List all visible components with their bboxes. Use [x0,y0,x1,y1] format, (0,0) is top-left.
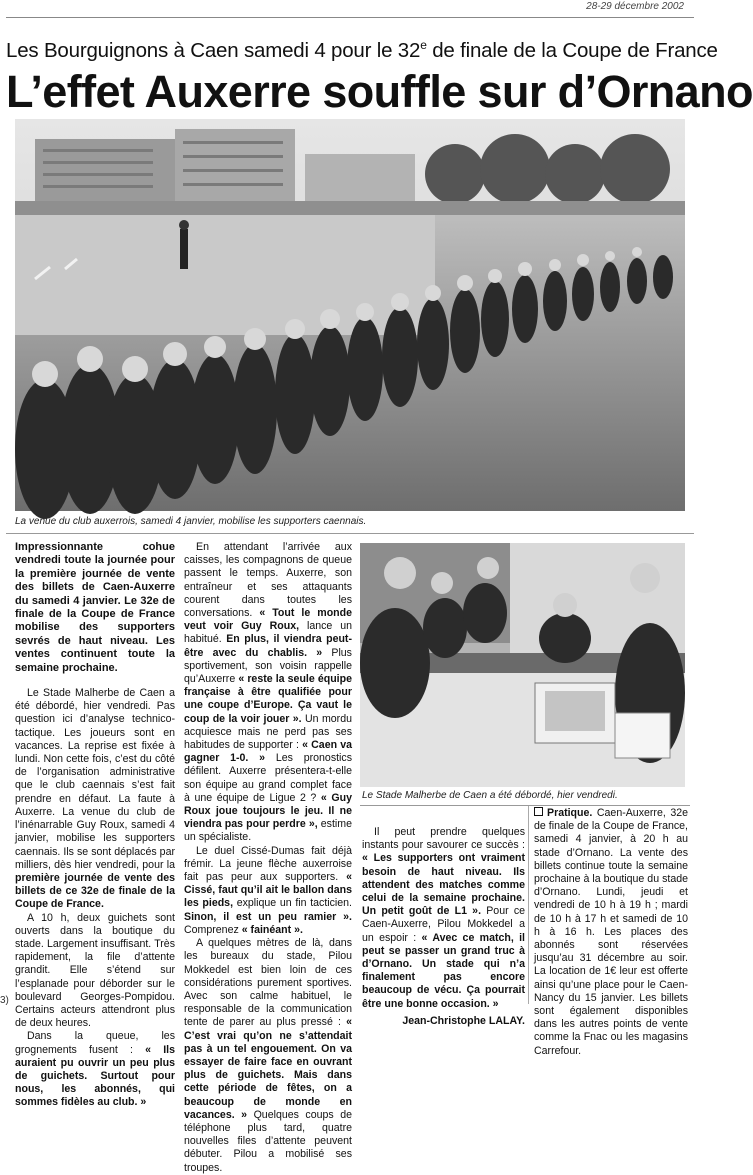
paragraph-6: A quelques mètres de là, dans les bureaux du stade, Pilou Mokkedel est bien loin de ces considérations purement sportives. Avec son calme habituel, le responsable de la communication tente de parer au plus pressé : « C’est vrai qu’on ne s’attendait pas à un tel engouement. On va essayer de faire face en ouvrant plus de guichets. Mais dans cette période de fêtes, on a beaucoup de monde en vacances. » Quelques coups de téléphone plus tard, quatre nouvelles files d’attente peuvent débuter. Pilou a mobilisé ses troupes. [184,937,352,1174]
paragraph-5: Le duel Cissé-Dumas fait déjà frémir. La jeune flèche auxerroise fait pas peur aux supporters. « Cissé, faut qu’il ait le ballon dans les pieds, explique un fin tacticien. Sinon, il est un peu ramier ». Comprenez « fainéant ». [184,844,352,936]
practical-paragraph: Pratique. Caen-Auxerre, 32e de finale de la Coupe de France, samedi 4 janvier, à 20 h au stade d’Ornano. La vente des billets continue toute la semaine prochaine à la boutique du stade d’Ornano. Lundi, jeudi et vendredi de 10 h à 19 h ; mardi de 10 h à 17 h et samedi de 10 h à 16 h. Les places des abonnés sont réservées jusqu’au 31 décembre au soir. La location de 1€ leur est offerte ainsi qu’une place pour le Caen-Nancy du 15 janvier. Les billets sont également disponibles dans les autres points de vente comme la Fnac ou les magasins Carrefour. [534,807,688,1057]
caption-rule [6,533,694,534]
author-signature: Jean-Christophe LALAY. [402,1014,525,1027]
column-1 [15,541,175,1109]
kicker-text: Les Bourguignons à Caen samedi 4 pour le 32 [6,38,421,62]
kicker-tail: de finale de la Coupe de France [426,38,718,62]
article-lead: Impressionnante cohue vendredi toute la journée pour la première journée de vente des billets de Caen-Auxerre du samedi 4 janvier. Le 32e de finale de la Coupe de France mobilise des supporters sevrés de haut niveau. Les ventes continuent toute la semaine prochaine. [15,541,175,674]
article-kicker [6,38,718,63]
main-photo-caption: La venue du club auxerrois, samedi 4 janvier, mobilise les supporters caennais. [15,516,367,527]
practical-info [534,807,688,1057]
top-rule [6,17,694,18]
article-headline: L’effet Auxerre souffle sur d’Ornano [6,66,753,117]
paragraph-1: Le Stade Malherbe de Caen a été débordé, hier vendredi. Pas question ici d’analyse technico-tactique. Les joueurs sont en vacances. La reprise est fixée à lundi. Non cette fois, c’est du côté de l’organisation administrative que le club caennais s’est fait prendre en défaut. La faute à Auxerre. La venue du club de l’inénarrable Guy Roux, samedi 4 janvier, mobilise les supporters caennais. Ils se sont déplacés par milliers, dès hier vendredi, pour la première journée de vente des billets de ce 32e de finale de la Coupe de France. [15,687,175,911]
paragraph-4: En attendant l’arrivée aux caisses, les compagnons de queue passent le temps. Auxerre, son entraîneur et ses attaquants courent dans toutes les conversations. « Tout le monde veut voir Guy Roux, lance un habitué. En plus, il viendra peut-être avec du chablis. » Plus sportivement, son voisin rappelle qu’Auxerre « reste la seule équipe française à être qualifiée pour une coupe d’Europe. Ça vaut le coup de la voir jouer ». Un mordu acquiesce mais ne perd pas ses habitudes de supporter : « Caen va gagner 1-0. » Les pronostics défilent. Auxerre présentera-t-elle son équipe au grand complet face à une équipe de Ligue 2 ? « Guy Roux joue toujours le jeu. Il ne viendra pas pour perdre », estime un spécialiste. [184,541,353,844]
paragraph-2: A 10 h, deux guichets sont ouverts dans la boutique du stade. Largement insuffisant. Très rapidement, la file d’attente grandit. Elle s’étend sur l’esplanade pour déborder sur le boulevard Georges-Pompidou. Certains acteurs attendront plus de deux heures. [15,911,175,1030]
column-3 [362,826,526,1027]
page-number-fragment: 3) [0,995,9,1006]
checkbox-icon [534,807,543,816]
ticket-office-photo [360,543,685,787]
small-caption-rule [360,805,690,806]
kicker-superscript: e [420,38,427,52]
column-divider [528,806,529,1004]
paragraph-3: Dans la queue, les grognements fusent : « Ils auraient pu ouvrir un peu plus de guichets. Surtout pour nous, les abonnés, qui sommes fidèles au club. » [15,1030,175,1109]
ticket-office-caption: Le Stade Malherbe de Caen a été débordé, hier vendredi. [362,790,618,801]
main-photo [15,119,685,511]
paragraph-7: Il peut prendre quelques instants pour savourer ce succès : « Les supporters ont vraiment besoin de haut niveau. Ils attendent des matches comme celui de la semaine prochaine. Un petit goût de L1 ». Pour ce Caen-Auxerre, Pilou Mokkedel a un espoir : « Avec ce match, il peut se passer un grand truc à d’Ornano. Un stade qui n’a finalement pas encore beaucoup de vécu. Ça pourrait être une bonne occasion. » [362,826,526,1010]
column-2 [184,541,353,1174]
issue-date: 28-29 décembre 2002 [586,1,684,12]
